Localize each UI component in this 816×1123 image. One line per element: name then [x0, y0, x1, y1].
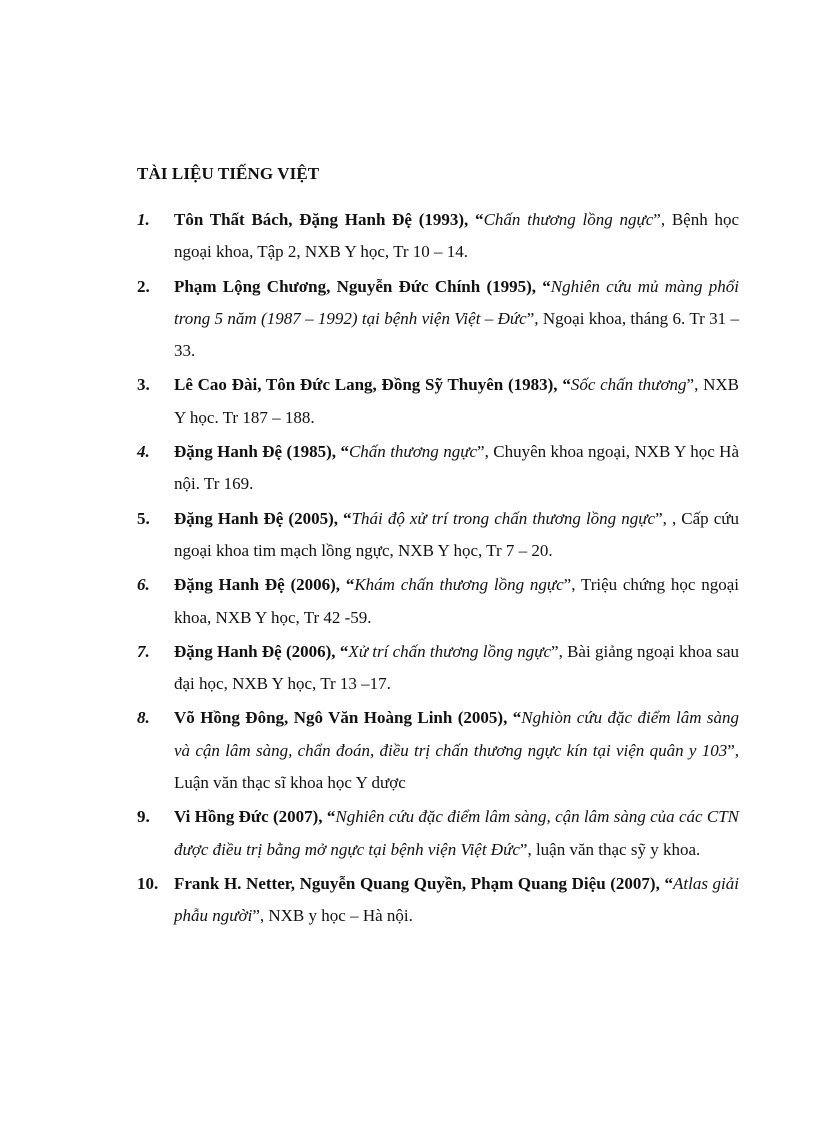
reference-source: , Bài giảng ngoại khoa sau đại học, NXB Y học, Tr 13 –17. — [174, 641, 740, 694]
reference-item — [137, 868, 739, 933]
reference-number: 5. — [137, 508, 150, 528]
reference-number: 8. — [137, 708, 150, 728]
reference-title: Thái độ xử trí trong chấn thương lồng ngực — [351, 508, 656, 528]
reference-authors: Tôn Thất Bách, Đặng Hanh Đệ (1993), — [174, 210, 469, 229]
reference-item — [137, 436, 739, 501]
reference-authors: Lê Cao Đài, Tôn Đức Lang, Đồng Sỹ Thuyên (1983), — [174, 375, 558, 395]
reference-title: Khám chấn thương lồng ngực — [354, 575, 564, 595]
reference-title: Atlas giải phẫu người — [174, 873, 740, 926]
reference-source: , luận văn thạc sỹ y khoa. — [527, 839, 701, 859]
reference-title: Nghiòn cứu đặc điểm lâm sàng và cận lâm sàng, chẩn đoán, điều trị chấn thương ngực kín tại viện quân y 103 — [174, 708, 740, 760]
reference-item — [137, 503, 739, 568]
reference-number: 4. — [137, 442, 150, 462]
reference-title: Nghiên cứu mủ màng phổi trong 5 năm (1987 – 1992) tại bệnh viện Việt – Đức — [174, 276, 739, 328]
reference-source: , Luận văn thạc sĩ khoa học Y dược — [174, 740, 739, 793]
reference-source: , NXB Y học. Tr 187 – 188. — [174, 375, 739, 427]
reference-text: Đặng Hanh Đệ (2006), “Khám chấn thương lồng ngực”, Triệu chứng học ngoại khoa, NXB Y học, Tr 42 -59. — [174, 575, 739, 627]
reference-title: Xử trí chấn thương lồng ngực — [348, 641, 552, 661]
reference-item — [137, 636, 739, 701]
reference-authors: Vi Hồng Đức (2007), — [174, 807, 323, 827]
reference-source: , NXB y học – Hà nội. — [259, 906, 413, 926]
section-heading: TÀI LIỆU TIẾNG VIỆT — [137, 164, 320, 183]
reference-source: , , Cấp cứu ngoại khoa tim mạch lồng ngực, NXB Y học, Tr 7 – 20. — [174, 508, 739, 560]
reference-title: Nghiên cứu đặc điểm lâm sàng, cận lâm sàng của các CTN được điều trị bằng mở ngực tại bệnh viện Việt Đức — [174, 807, 740, 859]
reference-text: Võ Hồng Đông, Ngô Văn Hoàng Linh (2005), “Nghiòn cứu đặc điểm lâm sàng và cận lâm sàng, chẩn đoán, điều trị chấn thương ngực kín tại viện quân y 103”, Luận văn thạc sĩ khoa học Y dược — [174, 708, 740, 793]
reference-item — [137, 801, 739, 866]
reference-number: 3. — [137, 375, 150, 395]
reference-authors: Đặng Hanh Đệ (1985), — [174, 442, 337, 462]
reference-number: 7. — [137, 641, 150, 661]
reference-source: , Ngoại khoa, tháng 6. Tr 31 – 33. — [174, 308, 739, 361]
reference-text: Frank H. Netter, Nguyễn Quang Quyền, Phạm Quang Diệu (2007), “Atlas giải phẫu người”, NXB y học – Hà nội. — [174, 873, 740, 926]
reference-authors: Frank H. Netter, Nguyễn Quang Quyền, Phạm Quang Diệu (2007), — [174, 873, 660, 893]
reference-item — [137, 204, 739, 269]
reference-authors: Võ Hồng Đông, Ngô Văn Hoàng Linh (2005), — [174, 708, 508, 728]
reference-number: 6. — [137, 575, 150, 595]
reference-item — [137, 271, 739, 368]
reference-title: Chấn thương ngực — [348, 442, 478, 462]
reference-number: 9. — [137, 807, 150, 827]
reference-authors: Đặng Hanh Đệ (2005), — [174, 508, 338, 528]
reference-authors: Phạm Lộng Chương, Nguyễn Đức Chính (1995), — [174, 276, 537, 296]
reference-source: , Triệu chứng học ngoại khoa, NXB Y học, Tr 42 -59. — [174, 575, 739, 627]
reference-authors: Đặng Hanh Đệ (2006), — [174, 641, 336, 661]
reference-number: 10. — [137, 873, 159, 893]
reference-title: Chấn thương lồng ngực — [483, 210, 654, 229]
reference-text: Đặng Hanh Đệ (2005), “Thái độ xử trí trong chấn thương lồng ngực”, , Cấp cứu ngoại khoa tim mạch lồng ngực, NXB Y học, Tr 7 – 20. — [174, 508, 739, 560]
reference-source: , Chuyên khoa ngoại, NXB Y học Hà nội. Tr 169. — [174, 442, 739, 494]
reference-text: Lê Cao Đài, Tôn Đức Lang, Đồng Sỹ Thuyên (1983), “Sốc chấn thương”, NXB Y học. Tr 187 – 188. — [174, 375, 739, 427]
reference-text: Tôn Thất Bách, Đặng Hanh Đệ (1993), “Chấn thương lồng ngực”, Bệnh học ngoại khoa, Tập 2, NXB Y học, Tr 10 – 14. — [174, 210, 739, 262]
reference-item — [137, 702, 739, 799]
reference-number: 1. — [137, 210, 150, 229]
reference-text: Đặng Hanh Đệ (1985), “Chấn thương ngực”, Chuyên khoa ngoại, NXB Y học Hà nội. Tr 169. — [174, 442, 739, 494]
reference-text: Đặng Hanh Đệ (2006), “Xử trí chấn thương lồng ngực”, Bài giảng ngoại khoa sau đại học, NXB Y học, Tr 13 –17. — [174, 641, 740, 694]
reference-title: Sốc chấn thương — [570, 375, 687, 395]
reference-text: Vi Hồng Đức (2007), “Nghiên cứu đặc điểm lâm sàng, cận lâm sàng của các CTN được điều trị bằng mở ngực tại bệnh viện Việt Đức”, luận văn thạc sỹ y khoa. — [174, 807, 740, 859]
reference-list — [137, 204, 739, 935]
reference-source: , Bệnh học ngoại khoa, Tập 2, NXB Y học, Tr 10 – 14. — [174, 210, 739, 262]
reference-authors: Đặng Hanh Đệ (2006), — [174, 575, 341, 595]
reference-item — [137, 569, 739, 634]
reference-item — [137, 369, 739, 434]
reference-number: 2. — [137, 276, 150, 296]
reference-text: Phạm Lộng Chương, Nguyễn Đức Chính (1995), “Nghiên cứu mủ màng phổi trong 5 năm (1987 – 1992) tại bệnh viện Việt – Đức”, Ngoại khoa, tháng 6. Tr 31 – 33. — [174, 276, 739, 361]
